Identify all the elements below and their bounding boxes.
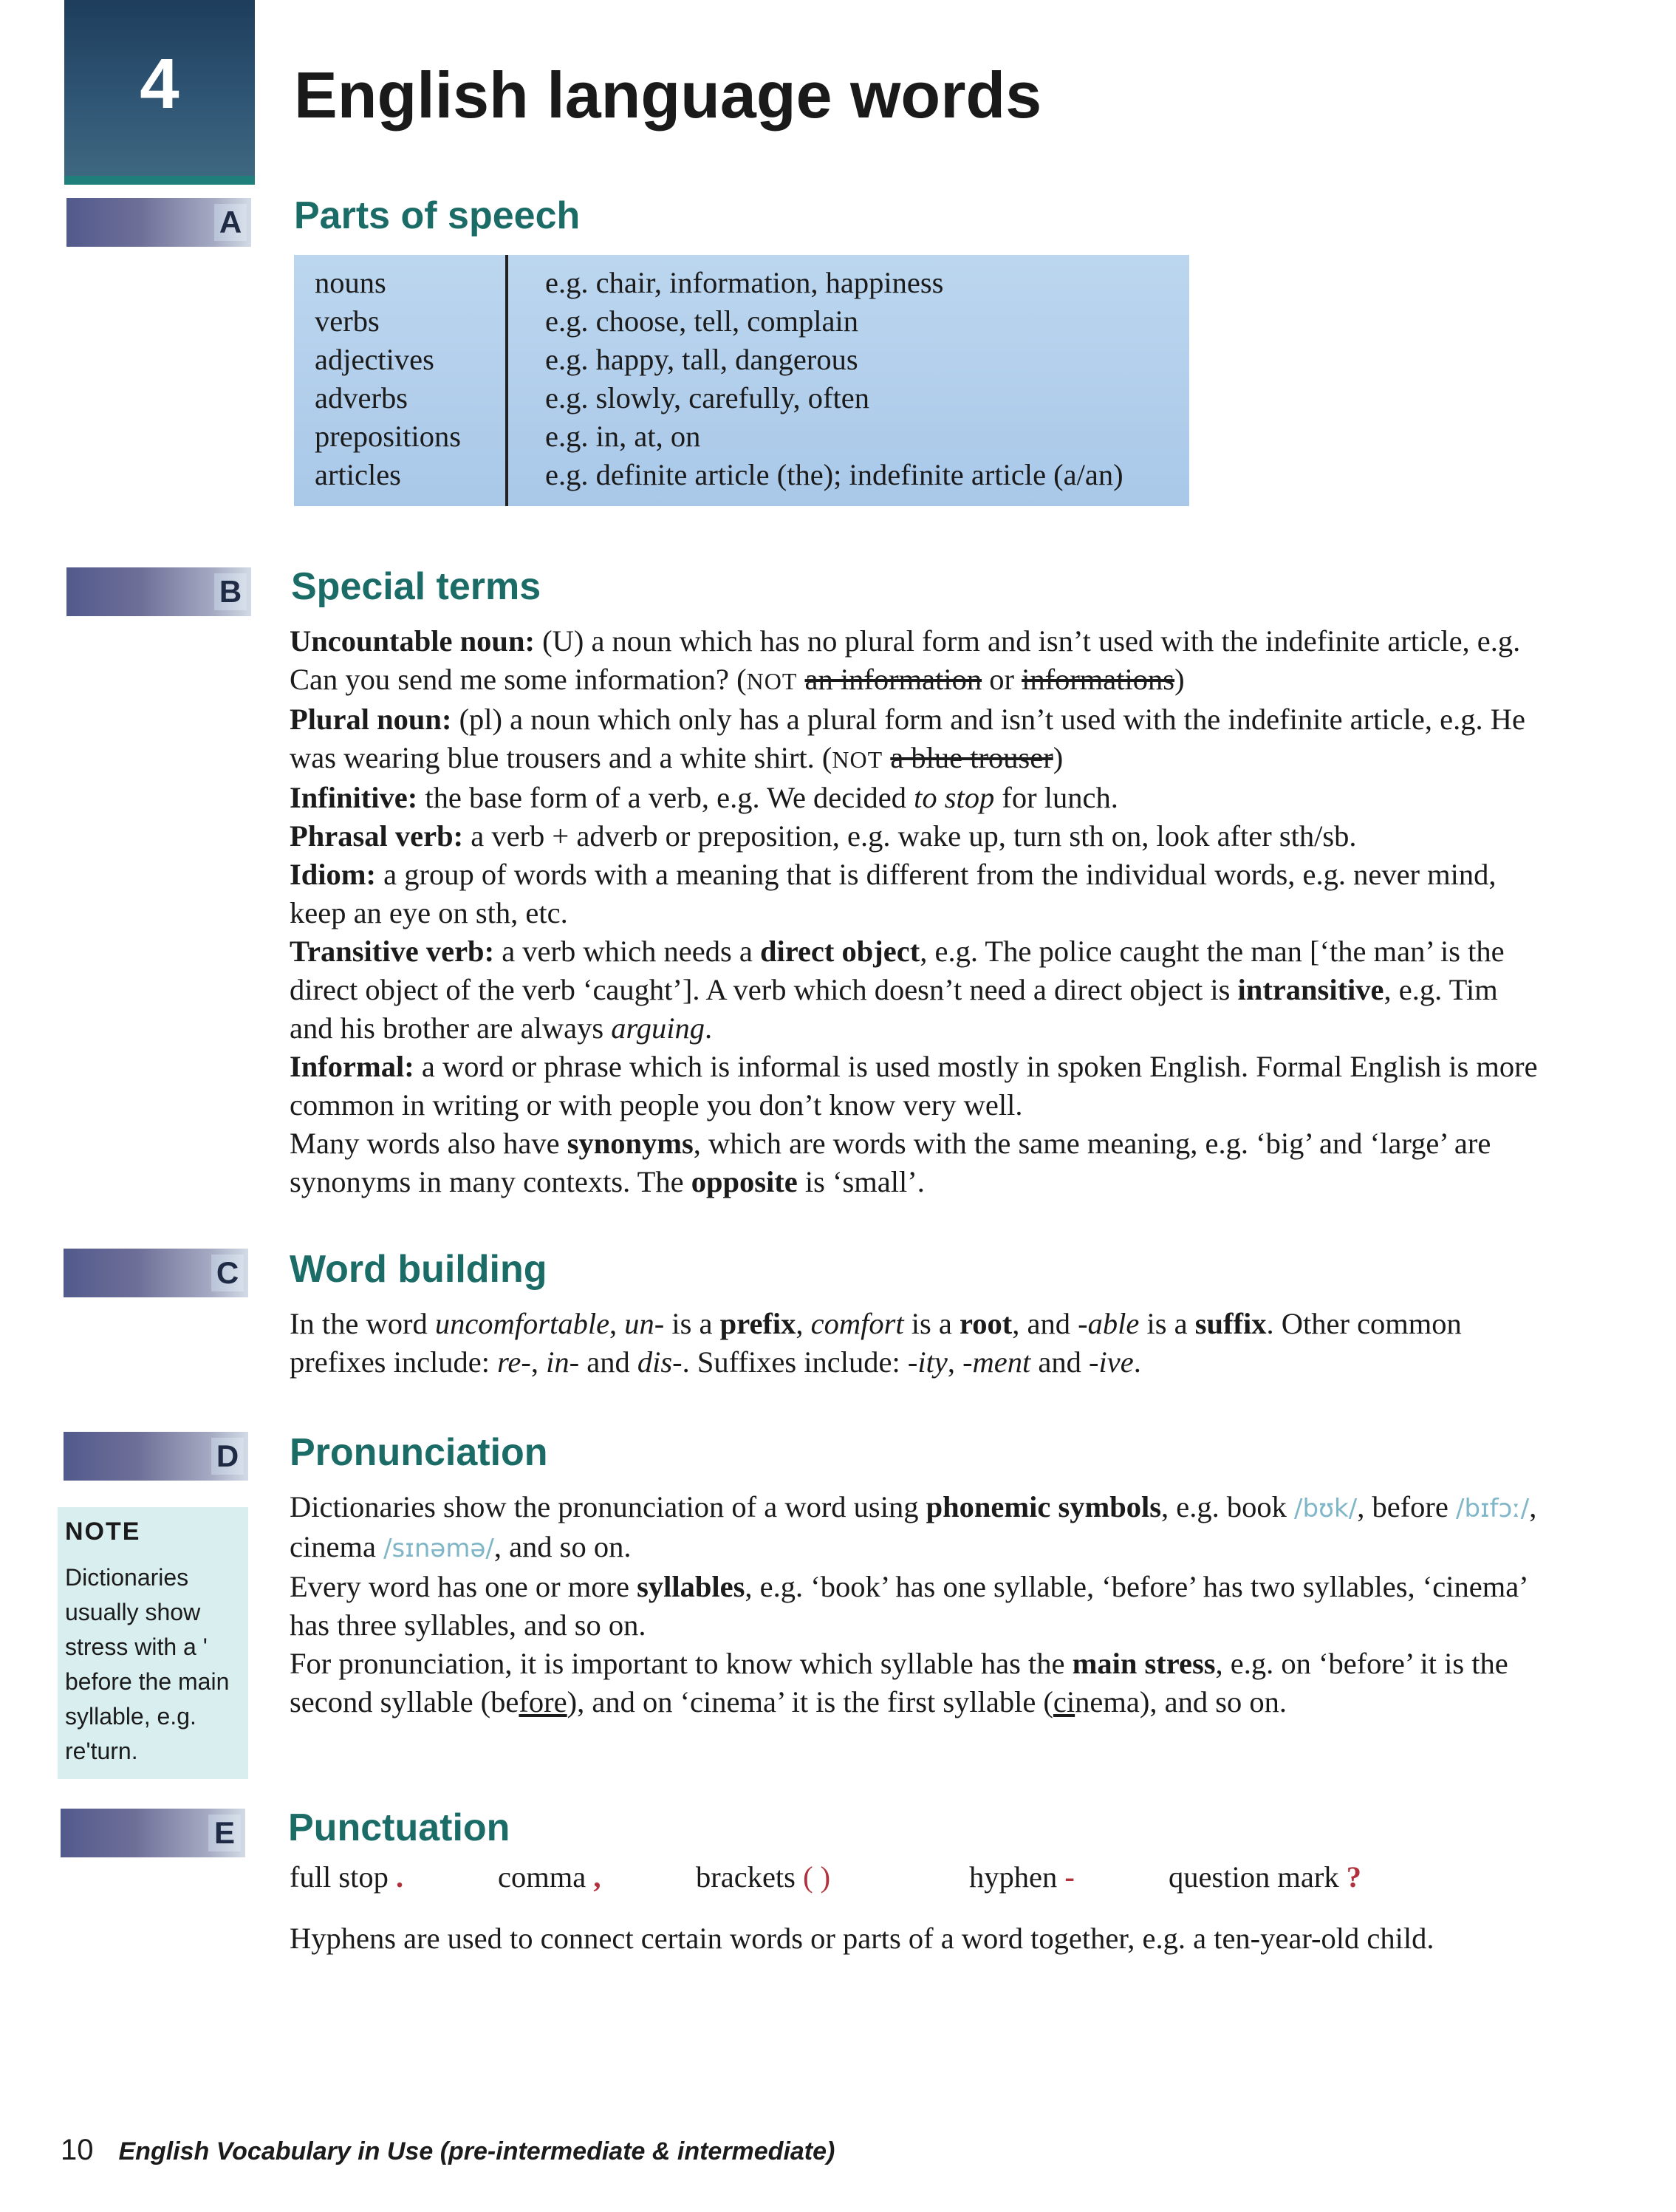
section-a-marker (66, 198, 251, 247)
punctuation-item: brackets ( ) (696, 1860, 831, 1894)
parts-of-speech-table (294, 255, 1189, 506)
punctuation-item: full stop . (290, 1860, 404, 1894)
section-d-marker (64, 1432, 248, 1481)
table-term: adjectives (315, 343, 434, 376)
special-terms-body (290, 622, 1545, 1201)
section-b-heading: Special terms (291, 565, 541, 608)
section-d-heading: Pronunciation (290, 1431, 548, 1474)
section-b-letter: B (214, 573, 247, 610)
section-a-letter: A (214, 204, 247, 241)
section-e-marker (61, 1809, 245, 1857)
punctuation-item: hyphen - (969, 1860, 1075, 1894)
section-b-marker (66, 567, 251, 616)
section-e-heading: Punctuation (288, 1806, 510, 1849)
page-number: 10 (61, 2134, 94, 2166)
punctuation-row (290, 1858, 1545, 1902)
punctuation-item: question mark ? (1169, 1860, 1361, 1894)
table-example: e.g. chair, information, happiness (545, 266, 944, 299)
hyphen-text: Hyphens are used to connect certain words or parts of a word together, e.g. a ten-year-old child. (290, 1922, 1434, 1955)
terms-column (315, 264, 461, 494)
term-synonyms: Many words also have synonyms, which are words with the same meaning, e.g. ‘big’ and ‘large’ are synonyms in many contexts. The opposite is ‘small’. (290, 1127, 1491, 1198)
page-title: English language words (294, 58, 1042, 132)
table-example: e.g. happy, tall, dangerous (545, 343, 858, 376)
unit-number-box (64, 0, 255, 185)
unit-number: 4 (140, 44, 179, 123)
section-c-heading: Word building (290, 1248, 547, 1291)
table-term: prepositions (315, 420, 461, 453)
section-c-letter: C (211, 1255, 244, 1291)
note-box (58, 1507, 248, 1779)
table-example: e.g. definite article (the); indefinite article (a/an) (545, 458, 1123, 491)
table-term: articles (315, 458, 401, 491)
punctuation-item: comma , (498, 1860, 601, 1894)
table-term: verbs (315, 304, 380, 338)
term-informal: Informal: a word or phrase which is informal is used mostly in spoken English. Formal English is more common in writing or with people you don’t know very well. (290, 1050, 1538, 1122)
section-e-letter: E (208, 1815, 241, 1851)
word-building-body: In the word uncomfortable, un- is a prefix, comfort is a root, and -able is a suffix. Other common prefixes include: re-, in- and dis-. Suffixes include: -ity, -ment and -ive. (290, 1307, 1462, 1379)
table-example: e.g. choose, tell, complain (545, 304, 859, 338)
term-phrasal: Phrasal verb: a verb + adverb or preposition, e.g. wake up, turn sth on, look after sth/sb. (290, 819, 1357, 853)
term-uncountable: Uncountable noun: (U) a noun which has no plural form and isn’t used with the indefinite article, e.g. Can you send me some information? (NOT an information or informations) (290, 624, 1521, 696)
section-d-letter: D (211, 1438, 244, 1475)
table-divider (505, 255, 508, 506)
section-a-heading: Parts of speech (294, 194, 581, 237)
term-plural: Plural noun: (pl) a noun which only has a plural form and isn’t used with the indefinite article, e.g. He was wearing blue trousers and a white shirt. (NOT a blue trouser) (290, 703, 1525, 774)
table-example: e.g. slowly, carefully, often (545, 381, 869, 414)
table-term: adverbs (315, 381, 408, 414)
table-term: nouns (315, 266, 386, 299)
page-footer (61, 2134, 835, 2167)
book-title: English Vocabulary in Use (pre-intermediate & intermediate) (118, 2137, 835, 2165)
term-transitive: Transitive verb: a verb which needs a direct object, e.g. The police caught the man [‘the man’ is the direct object of the verb ‘caught’]. A verb which doesn’t need a direct object is intransitive, e.g. Tim and his brother are always arguing. (290, 935, 1505, 1045)
examples-column (545, 264, 1123, 494)
section-c-marker (64, 1249, 248, 1297)
term-idiom: Idiom: a group of words with a meaning that is different from the individual words, e.g. never mind, keep an eye on sth, etc. (290, 858, 1497, 929)
table-example: e.g. in, at, on (545, 420, 701, 453)
pronunciation-body: Dictionaries show the pronunciation of a word using phonemic symbols, e.g. book /bʊk/, before /bɪfɔː/, cinema /sɪnəmə/, and so on. Every word has one or more syllables, e.g. ‘book’ has one syllable, ‘before’ has two syllables, ‘cinema’ has three syllables, and so on. For pronunciation, it is important to know which syllable has the main stress, e.g. on ‘before’ it is the second syllable (before), and on ‘cinema’ it is the first syllable (cinema), and so on. (290, 1490, 1537, 1718)
note-text: Dictionaries usually show stress with a ' before the main syllable, e.g. re'turn. (65, 1564, 230, 1764)
term-infinitive: Infinitive: the base form of a verb, e.g. We decided to stop for lunch. (290, 781, 1118, 814)
note-title: NOTE (65, 1518, 141, 1546)
